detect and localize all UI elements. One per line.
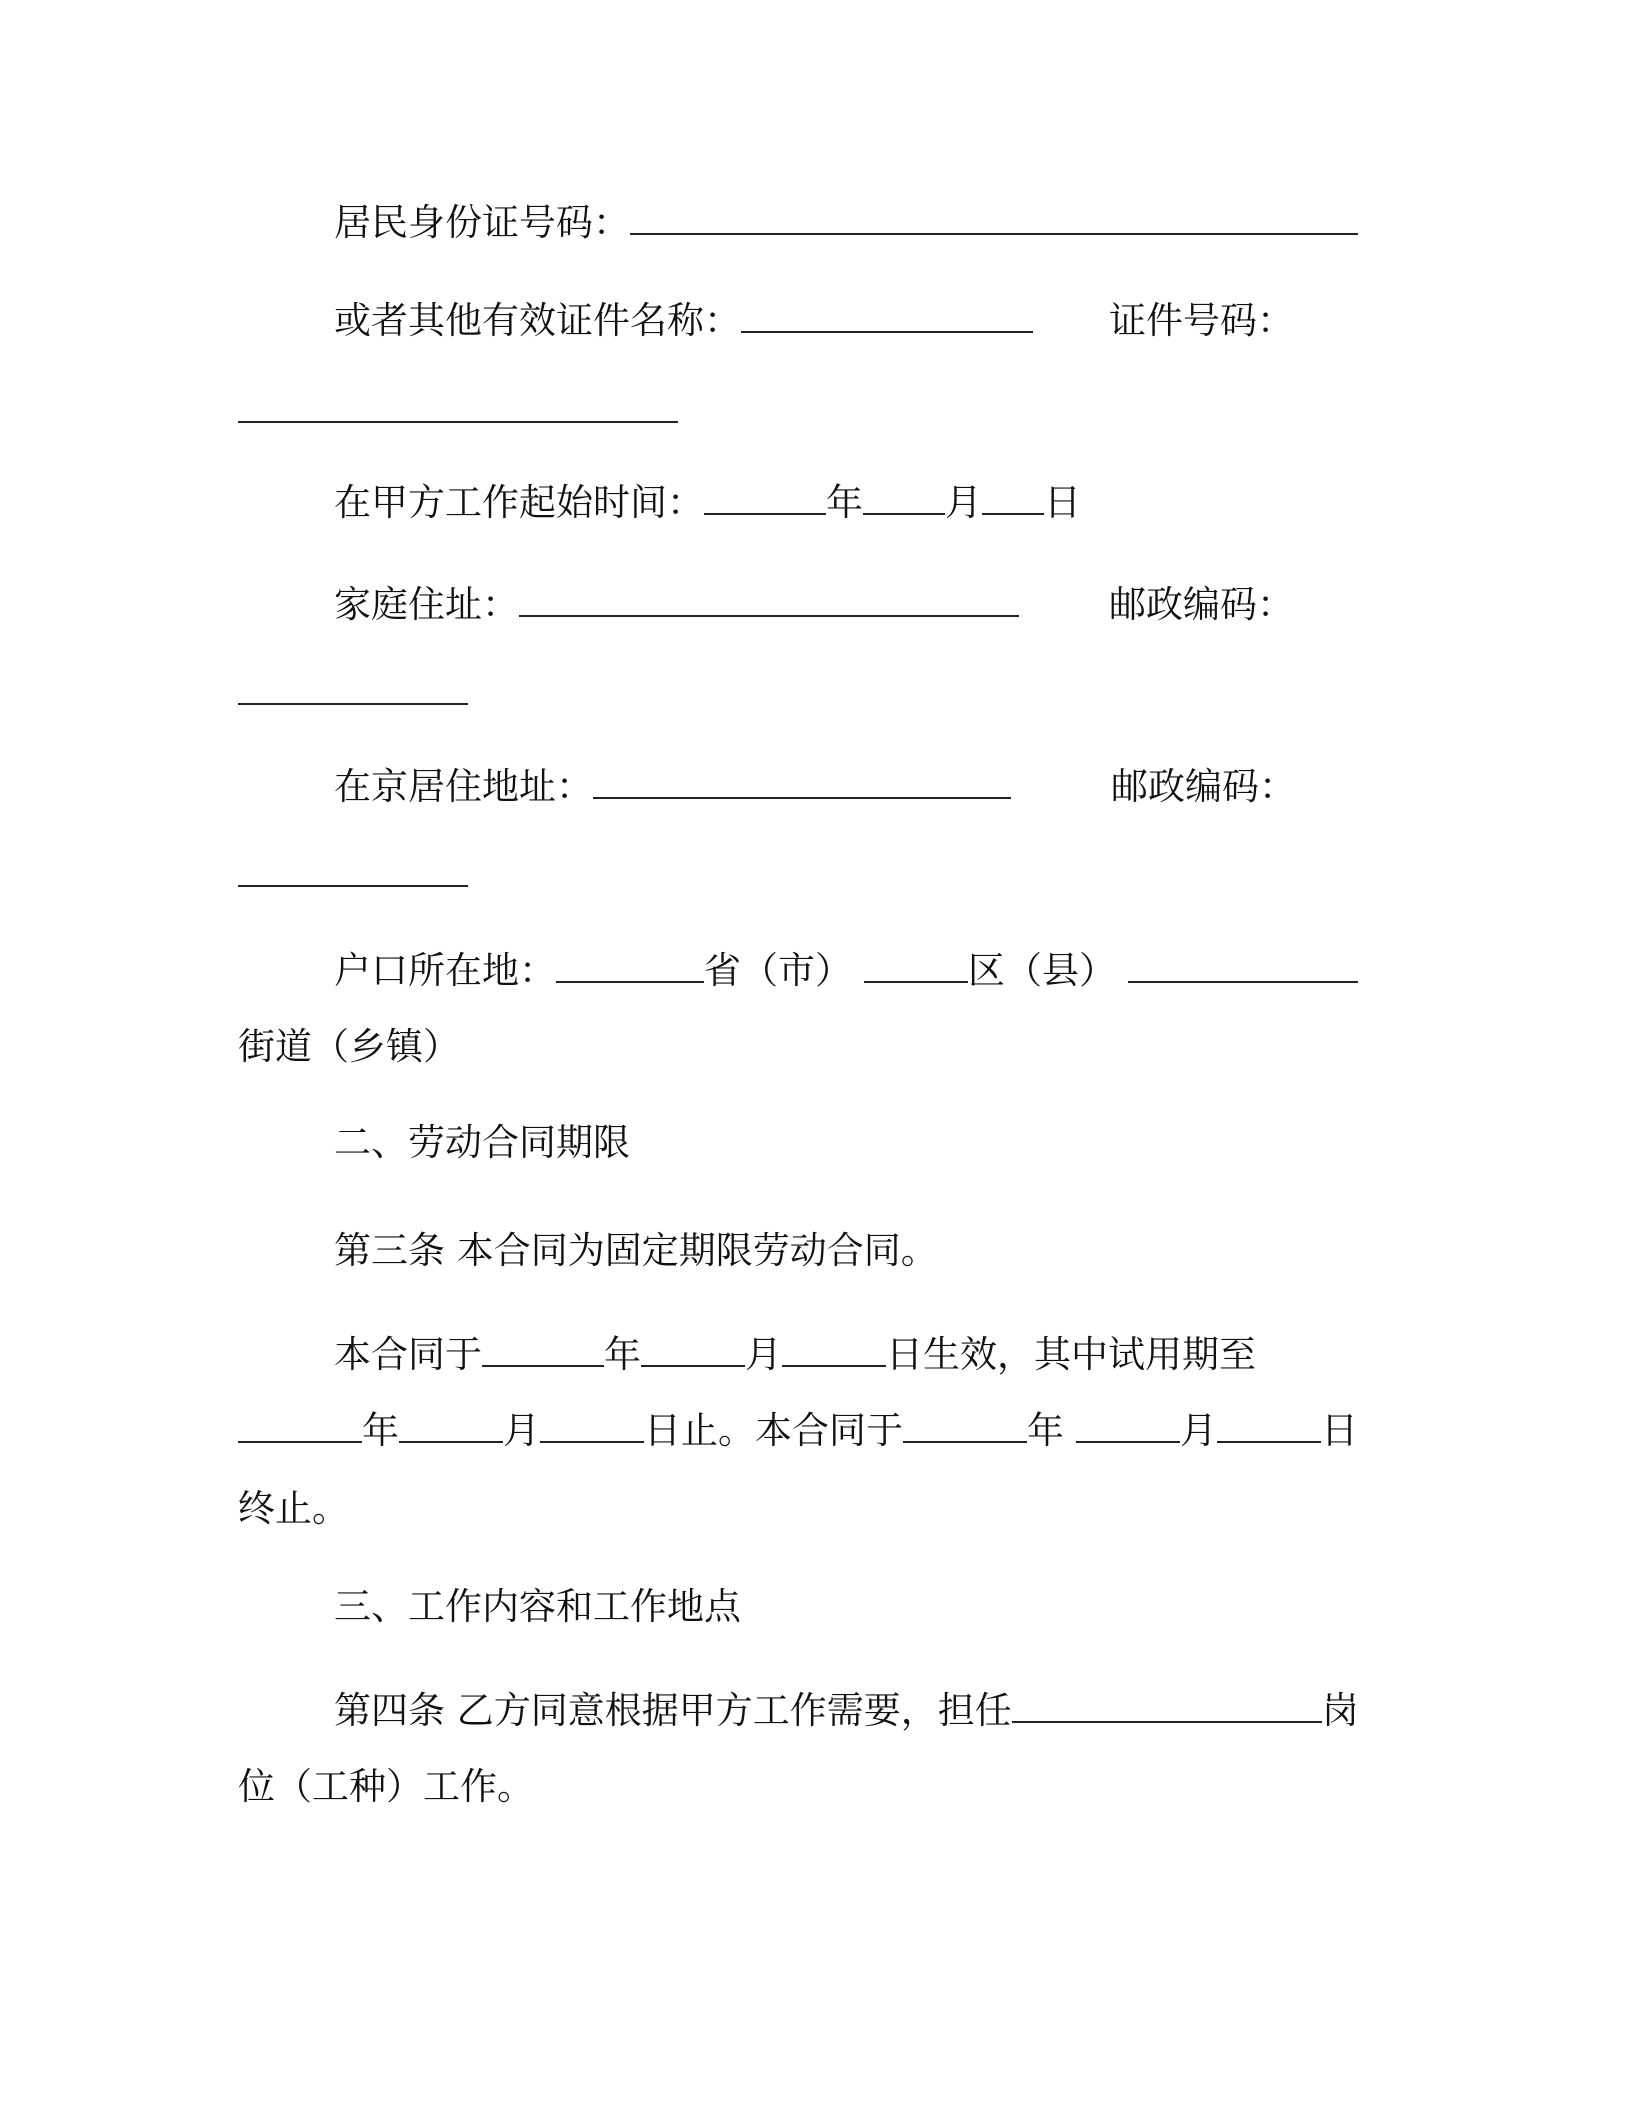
contract-effective-line: [334, 1330, 1256, 1380]
probation-day-blank[interactable]: [540, 1407, 644, 1443]
effective-suffix: 日生效，其中试用期至: [886, 1333, 1256, 1376]
effective-year-char: 年: [604, 1333, 641, 1376]
street-town-line: [238, 1022, 460, 1072]
other-id-line: [334, 296, 1294, 346]
end-month-blank[interactable]: [1076, 1407, 1180, 1443]
article3-text: 第三条 本合同为固定期限劳动合同。: [334, 1229, 938, 1272]
article4-cont-line: [238, 1762, 534, 1812]
post-blank[interactable]: [1012, 1687, 1322, 1723]
end-year-blank[interactable]: [903, 1407, 1027, 1443]
probation-end-suffix: 日止。本合同于: [644, 1409, 903, 1452]
start-day-blank[interactable]: [982, 479, 1044, 515]
home-postal-blank[interactable]: [238, 669, 468, 705]
hukou-label: 户口所在地：: [334, 949, 556, 992]
home-postal-label: 邮政编码：: [1109, 583, 1294, 626]
start-year-blank[interactable]: [704, 479, 826, 515]
probation-month-blank[interactable]: [399, 1407, 503, 1443]
beijing-address-line: [334, 762, 1296, 812]
province-city-text: 省（市）: [704, 949, 852, 992]
beijing-address-label: 在京居住地址：: [334, 765, 593, 808]
other-id-label: 或者其他有效证件名称：: [334, 299, 741, 342]
article4-prefix: 第四条 乙方同意根据甲方工作需要，担任: [334, 1689, 1012, 1732]
beijing-postal-blank[interactable]: [238, 851, 468, 887]
effective-month-blank[interactable]: [641, 1331, 745, 1367]
section3-title-text: 三、工作内容和工作地点: [334, 1585, 741, 1628]
home-address-blank[interactable]: [519, 581, 1019, 617]
home-address-line: [334, 580, 1294, 630]
contract-effective-prefix: 本合同于: [334, 1333, 482, 1376]
start-time-line: [334, 478, 1081, 528]
cert-number-label: 证件号码：: [1109, 299, 1294, 342]
hukou-line: [334, 946, 1358, 996]
hukou-street-blank[interactable]: [1128, 947, 1358, 983]
other-id-blank[interactable]: [741, 297, 1033, 333]
home-postal-line: [238, 668, 468, 718]
section2-title: [334, 1118, 630, 1168]
section3-title: [334, 1582, 741, 1632]
beijing-address-blank[interactable]: [593, 763, 1011, 799]
street-town-text: 街道（乡镇）: [238, 1025, 460, 1068]
id-number-line: [334, 198, 1358, 248]
terminate-text: 终止。: [238, 1487, 349, 1530]
hukou-province-blank[interactable]: [556, 947, 704, 983]
effective-month-char: 月: [745, 1333, 782, 1376]
beijing-postal-line: [238, 850, 468, 900]
effective-day-blank[interactable]: [782, 1331, 886, 1367]
post-char: 岗: [1321, 1689, 1359, 1732]
cert-number-blank[interactable]: [238, 387, 678, 423]
probation-end-line: [238, 1406, 1358, 1456]
section2-title-text: 二、劳动合同期限: [334, 1121, 630, 1164]
home-address-label: 家庭住址：: [334, 583, 519, 626]
end-month-char: 月: [1180, 1409, 1217, 1452]
article4-suffix: 位（工种）工作。: [238, 1765, 534, 1808]
id-number-blank[interactable]: [630, 199, 1358, 235]
start-month-blank[interactable]: [863, 479, 945, 515]
start-year-char: 年: [826, 481, 863, 524]
start-day-char: 日: [1044, 481, 1081, 524]
terminate-line: [238, 1484, 349, 1534]
hukou-district-blank[interactable]: [864, 947, 968, 983]
beijing-postal-label: 邮政编码：: [1111, 765, 1296, 808]
id-number-label: 居民身份证号码：: [334, 201, 630, 244]
effective-year-blank[interactable]: [482, 1331, 604, 1367]
start-month-char: 月: [945, 481, 982, 524]
end-day-char: 日: [1321, 1409, 1358, 1452]
probation-year-char: 年: [362, 1409, 399, 1452]
district-county-text: 区（县）: [968, 949, 1116, 992]
start-time-label: 在甲方工作起始时间：: [334, 481, 704, 524]
end-day-blank[interactable]: [1217, 1407, 1321, 1443]
article4-line: [334, 1686, 1359, 1736]
probation-year-blank[interactable]: [238, 1407, 362, 1443]
cert-number-line: [238, 386, 678, 436]
article3-line: [334, 1226, 938, 1276]
end-year-char: 年: [1027, 1409, 1064, 1452]
probation-month-char: 月: [503, 1409, 540, 1452]
